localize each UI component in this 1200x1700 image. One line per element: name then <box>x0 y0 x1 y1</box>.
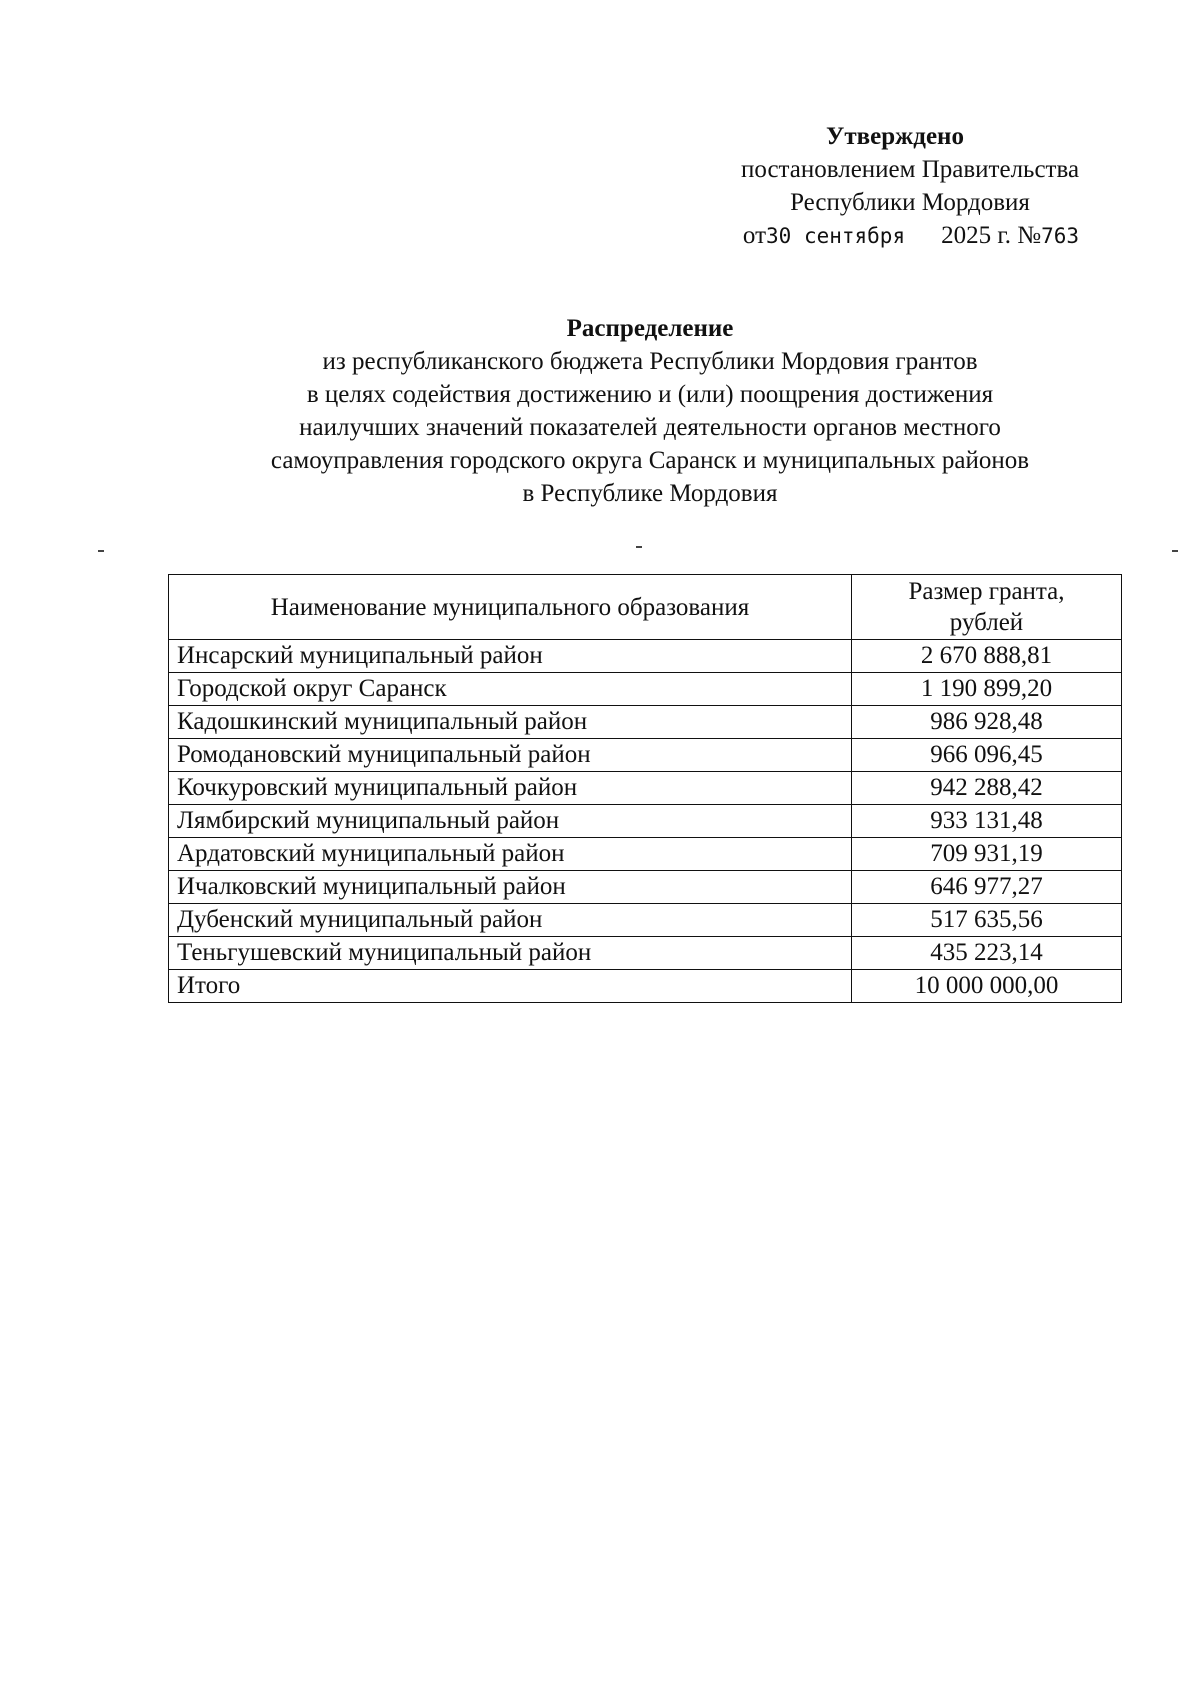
grant-amount: 942 288,42 <box>852 772 1122 805</box>
table-row <box>169 937 1122 970</box>
approval-stamp <box>690 120 1130 253</box>
date-year: 2025 г. № <box>941 222 1042 249</box>
municipality-name: Дубенский муниципальный район <box>169 904 852 937</box>
header-amount-line-1: Размер гранта, <box>908 578 1065 605</box>
title-line: в целях содействия достижению и (или) поощрения достижения <box>306 381 994 408</box>
grant-amount: 646 977,27 <box>852 871 1122 904</box>
municipality-name: Кадошкинский муниципальный район <box>169 706 852 739</box>
table-header-row <box>169 575 1122 640</box>
grant-amount: 435 223,14 <box>852 937 1122 970</box>
municipality-name: Инсарский муниципальный район <box>169 640 852 673</box>
table-row <box>169 904 1122 937</box>
approval-line-2: Республики Мордовия <box>790 189 1030 216</box>
date-prefix: от <box>742 222 767 249</box>
title-line: самоуправления городского округа Саранск и муниципальных районов <box>270 447 1030 474</box>
municipality-name: Ичалковский муниципальный район <box>169 871 852 904</box>
document-number: 763 <box>1041 224 1080 248</box>
grant-amount: 2 670 888,81 <box>852 640 1122 673</box>
header-amount <box>852 575 1122 640</box>
approval-line-1: постановлением Правительства <box>740 156 1080 183</box>
grants-table <box>168 574 1122 1003</box>
municipality-name: Теньгушевский муниципальный район <box>169 937 852 970</box>
grant-amount: 986 928,48 <box>852 706 1122 739</box>
table-row <box>169 805 1122 838</box>
title-heading: Распределение <box>566 315 734 342</box>
header-name: Наименование муниципального образования <box>169 575 852 640</box>
total-label: Итого <box>169 970 852 1003</box>
table-row <box>169 640 1122 673</box>
date-day-month: 30 сентября <box>766 224 906 248</box>
approved-label: Утверждено <box>826 123 964 150</box>
grant-amount: 933 131,48 <box>852 805 1122 838</box>
title-line: наилучших значений показателей деятельности органов местного <box>299 414 1001 441</box>
municipality-name: Ардатовский муниципальный район <box>169 838 852 871</box>
scan-mark <box>98 550 104 552</box>
table-total-row <box>169 970 1122 1003</box>
grant-amount: 966 096,45 <box>852 739 1122 772</box>
scan-mark <box>1172 550 1178 552</box>
document-title <box>160 312 1140 510</box>
table-row <box>169 739 1122 772</box>
table-row <box>169 673 1122 706</box>
grant-amount: 709 931,19 <box>852 838 1122 871</box>
table-row <box>169 838 1122 871</box>
approval-date-line <box>692 219 1130 253</box>
scan-mark <box>636 546 642 548</box>
municipality-name: Ромодановский муниципальный район <box>169 739 852 772</box>
municipality-name: Городской округ Саранск <box>169 673 852 706</box>
municipality-name: Лямбирский муниципальный район <box>169 805 852 838</box>
header-amount-line-2: рублей <box>949 609 1024 636</box>
total-amount: 10 000 000,00 <box>852 970 1122 1003</box>
grant-amount: 1 190 899,20 <box>852 673 1122 706</box>
table-row <box>169 706 1122 739</box>
title-line: из республиканского бюджета Республики Мордовия грантов <box>322 348 978 375</box>
grant-amount: 517 635,56 <box>852 904 1122 937</box>
table-row <box>169 772 1122 805</box>
table-row <box>169 871 1122 904</box>
municipality-name: Кочкуровский муниципальный район <box>169 772 852 805</box>
title-line: в Республике Мордовия <box>522 480 778 507</box>
